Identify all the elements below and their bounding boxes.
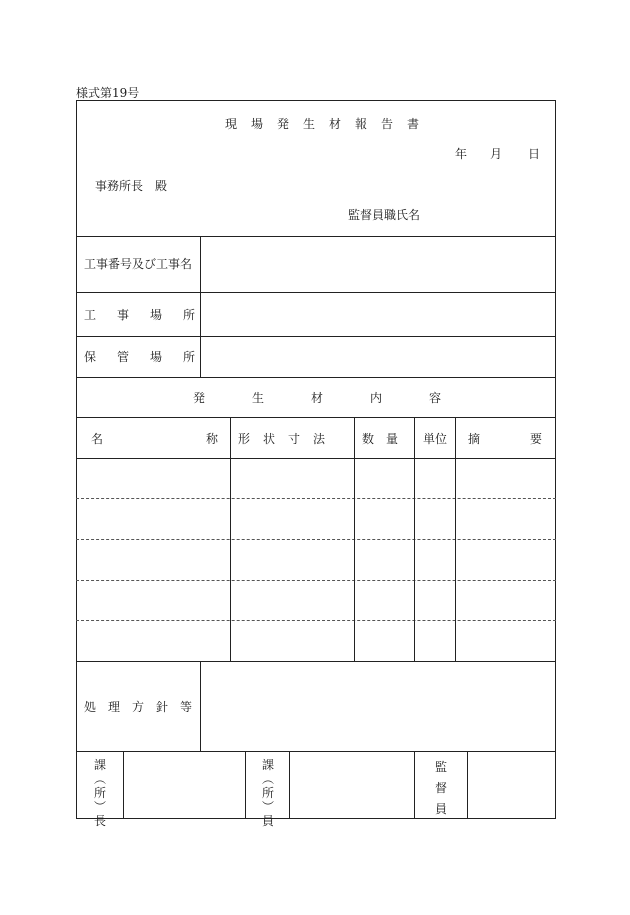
col-header-quantity: 数量 — [362, 432, 411, 446]
form-title: 現場発生材報告書 — [225, 117, 434, 131]
divider — [76, 377, 556, 378]
material-row[interactable] — [77, 540, 555, 580]
column-divider — [414, 751, 415, 819]
disposal-policy-field[interactable] — [201, 662, 555, 751]
col-header-name-part2: 称 — [206, 432, 219, 446]
supervisor-name-field[interactable] — [420, 203, 550, 227]
materials-section-title: 発生材内容 — [193, 391, 489, 405]
work-number-label: 工事番号及び工事名 — [84, 257, 193, 271]
col-header-unit: 単位 — [423, 432, 448, 446]
material-row[interactable] — [77, 499, 555, 539]
storage-location-label: 保管場所 — [84, 350, 217, 364]
divider — [76, 417, 556, 418]
col-header-remarks-part2: 要 — [530, 432, 543, 446]
work-location-label: 工事場所 — [84, 308, 217, 322]
date-year-label: 年 — [455, 147, 468, 161]
material-row[interactable] — [77, 621, 555, 661]
section-chief-stamp-box[interactable] — [124, 752, 245, 818]
form-number: 様式第19号 — [76, 86, 140, 100]
material-row[interactable] — [77, 581, 555, 620]
section-staff-label: 課 ︵ 所 ︶ 員 — [261, 758, 274, 828]
storage-location-field[interactable] — [201, 337, 555, 377]
supervisor-stamp-box[interactable] — [468, 752, 555, 818]
col-header-remarks-part1: 摘 — [468, 432, 481, 446]
material-row[interactable] — [77, 459, 555, 498]
column-divider — [245, 751, 246, 819]
date-day-label: 日 — [528, 147, 541, 161]
work-number-field[interactable] — [201, 237, 555, 292]
col-header-name-part1: 名 — [91, 432, 104, 446]
supervisor-approval-label: 監 督 員 — [434, 760, 447, 816]
date-month-label: 月 — [490, 147, 503, 161]
section-staff-stamp-box[interactable] — [290, 752, 414, 818]
work-location-field[interactable] — [201, 293, 555, 336]
col-header-shape-size: 形状寸法 — [238, 432, 339, 446]
section-chief-label: 課 ︵ 所 ︶ 長 — [93, 758, 106, 828]
addressee: 事務所長 殿 — [95, 179, 168, 193]
supervisor-name-label: 監督員職氏名 — [348, 208, 421, 222]
disposal-policy-label: 処理方針等 — [84, 700, 205, 714]
